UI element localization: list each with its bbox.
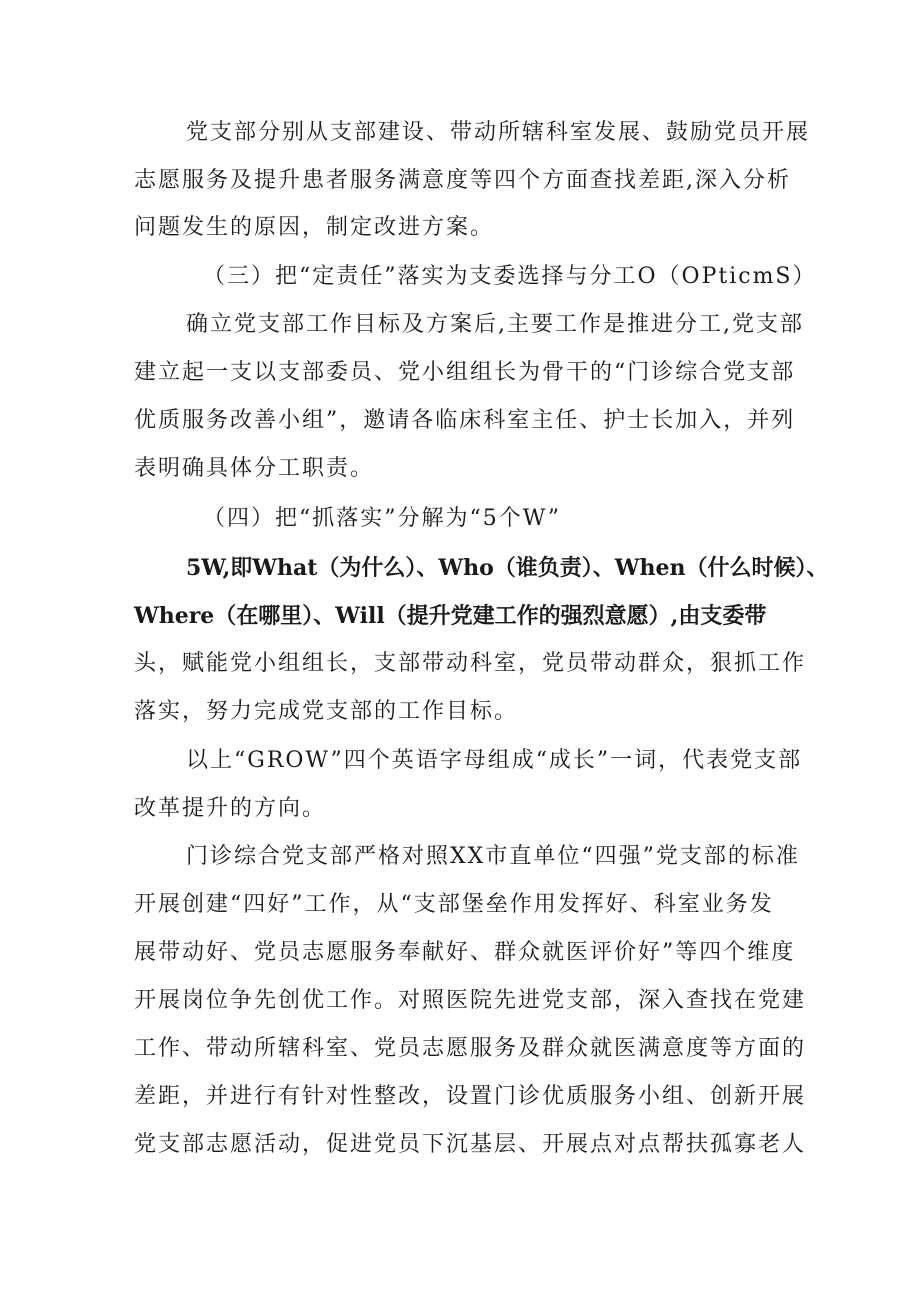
paragraph-line: 工作、带动所辖科室、党员志愿服务及群众就医满意度等方面的 — [134, 1036, 807, 1061]
section-heading-three: （三）把“定责任”落实为支委选择与分工O（OPticmS） — [203, 264, 817, 289]
paragraph-line: 党支部志愿活动，促进党员下沉基层、开展点对点帮扶孤寡老人 — [134, 1132, 807, 1157]
paragraph-line: 开展创建“四好”工作，从“支部堡垒作用发挥好、科室业务发 — [134, 892, 774, 917]
paragraph-line: 确立党支部工作目标及方案后,主要工作是推进分工,党支部 — [186, 312, 804, 337]
paragraph-line: 以上“GROW”四个英语字母组成“成长”一词，代表党支部 — [186, 748, 803, 773]
paragraph-line: 优质服务改善小组”，邀请各临床科室主任、护士长加入，并列 — [134, 408, 796, 433]
paragraph-line: 头，赋能党小组组长，支部带动科室，党员带动群众，狠抓工作 — [134, 651, 807, 676]
paragraph-line: 开展岗位争先创优工作。对照医院先进党支部，深入查找在党建 — [134, 988, 807, 1013]
section-heading-four: （四）把“抓落实”分解为“5个W” — [203, 506, 562, 531]
paragraph-line: 落实，努力完成党支部的工作目标。 — [134, 699, 519, 724]
paragraph-line: 党支部分别从支部建设、带动所辖科室发展、鼓励党员开展 — [186, 120, 811, 145]
paragraph-line: 建立起一支以支部委员、党小组组长为骨干的“门诊综合党支部 — [134, 360, 796, 385]
paragraph-line: 门诊综合党支部严格对照XX市直单位“四强”党支部的标准 — [186, 844, 800, 869]
paragraph-line: 5W,即What（为什么）、Who（谁负责）、When（什么时候）、 — [186, 555, 829, 581]
paragraph-line: 差距，并进行有针对性整改，设置门诊优质服务小组、创新开展 — [134, 1084, 807, 1109]
paragraph-line: Where（在哪里）、Will（提升党建工作的强烈意愿）,由支委带 — [134, 603, 767, 629]
paragraph-line: 问题发生的原因，制定改进方案。 — [134, 215, 495, 240]
paragraph-line: 改革提升的方向。 — [134, 796, 327, 821]
paragraph-line: 展带动好、党员志愿服务奉献好、群众就医评价好”等四个维度 — [134, 940, 796, 965]
paragraph-line: 志愿服务及提升患者服务满意度等四个方面查找差距,深入分析 — [134, 168, 791, 193]
paragraph-line: 表明确具体分工职责。 — [134, 456, 375, 481]
